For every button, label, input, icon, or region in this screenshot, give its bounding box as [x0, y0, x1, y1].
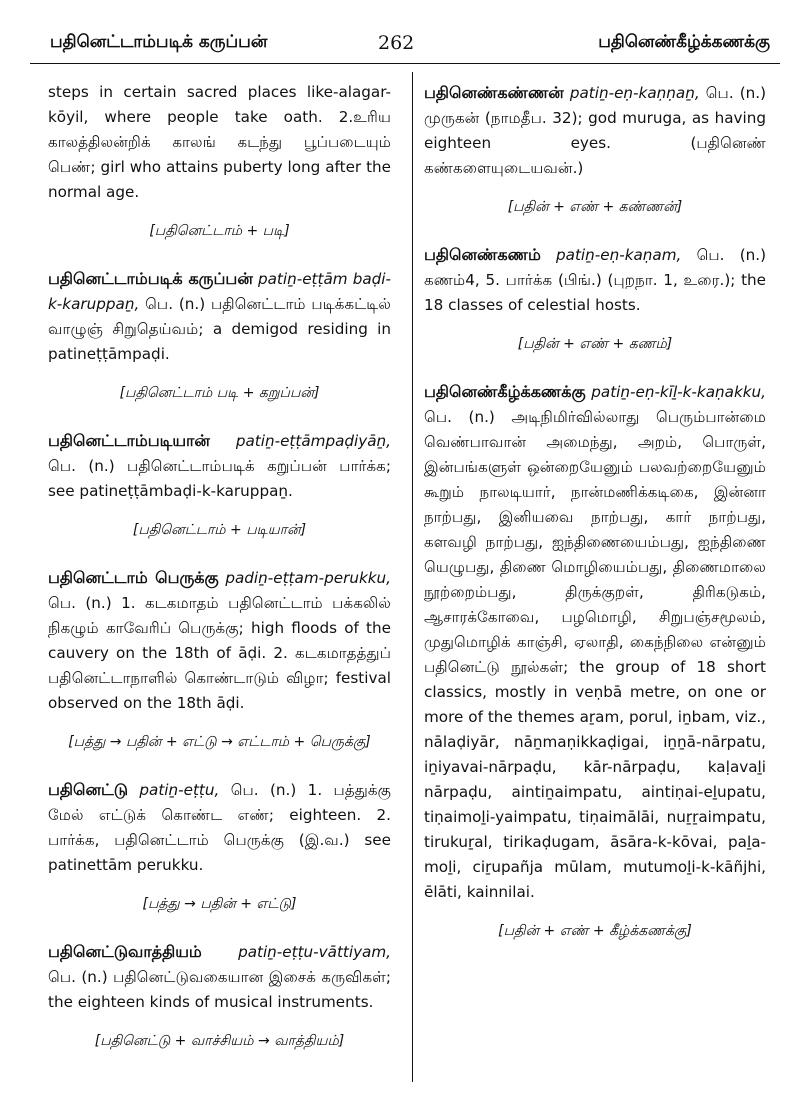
dictionary-entry	[424, 242, 766, 357]
entry-definition: பெ. (n.) 1. பத்துக்கு மேல் எட்டுக் கொண்ட எண்; eighteen. 2. பார்க்க, பதினெட்டாம் பெருக்கு (இ.வ.) see patinettām perukku.	[48, 781, 392, 874]
right-column	[424, 80, 766, 966]
entry-headword: பதினெட்டுவாத்தியம்	[48, 942, 202, 961]
running-head-right: பதினெண்கீழ்க்கணக்கு	[598, 32, 770, 52]
entry-text	[48, 939, 391, 1015]
entry-transliteration: patiṉ-eṭṭām baḍi-k-karuppaṉ,	[48, 270, 391, 313]
entry-headword: பதினெண்கீழ்க்கணக்கு	[424, 382, 586, 401]
entry-text	[424, 242, 766, 318]
entry-text	[48, 428, 391, 504]
entry-etymology: [பதினெட்டு + வாச்சியம் → வாத்தியம்]	[94, 1033, 345, 1049]
entry-definition: பெ. (n.) கணம்4, 5. பார்க்க (பிங்.) (புறநா. 1, உரை.); the 18 classes of celestial hosts.	[424, 246, 767, 314]
entry-transliteration: padiṉ-eṭṭam-perukku,	[225, 569, 391, 587]
entry-definition: பெ. (n.) 1. கடகமாதம் பதினெட்டாம் பக்கலில் நிகழும் காவேரிப் பெருக்கு; high floods of the cauvery on the 18th of āḍi. 2. கடகமாதத்துப் பதினெட்டாநாளில் கொண்டாடும் விழா; festival observed on the 18th āḍi.	[48, 594, 391, 712]
header-rule	[30, 63, 780, 64]
entry-definition: பெ. (n.) அடிநிமிர்வில்லாது பெரும்பான்மை வெண்பாவான் அமைந்து, அறம், பொருள், இன்பங்களுள் ஒன்றையேனும் பலவற்றையேனும் கூறும் நாலடியார், நான்மணிக்கடிகை, இன்னா நாற்பது, இனியவை நாற்பது, கார் நாற்பது, களவழி நாற்பது, ஐந்திணையைம்பது, ஐந்திணை யெழுபது, திணை மொழியைம்பது, திணைமாலை நூற்றைம்பது, திருக்குறள், திரிகடுகம், ஆசாரக்கோவை, பழமொழி, சிறுபஞ்சமூலம், முதுமொழிக் காஞ்சி, ஏலாதி, கைந்நிலை என்னும் பதினெட்டு நூல்கள்; the group of 18 short classics, mostly in veṇbā metre, on one or more of the themes aṟam, porul, iṉbam, viz., nālaḍiyār, nāṉmaṇikkaḍigai, iṉṉā-nārpatu, iṉiyavai-nārpaḍu, kār-nārpaḍu, kaḷavaḻi nārpaḍu, aintiṉaimpatu, aintiṇai-eḻupatu, tiṇaimoḻi-yaimpatu, tiṇaimālāi, nuṟṟaimpatu, tirukuṟal, tirikaḍugam, āsāra-k-kōvai, paḻa-moḻi, ciṟupañja mūlam, mutumoḻi-k-kāñjhi, ēlāti, kainnilai.	[424, 408, 766, 901]
entry-etymology: [பதின் + எண் + கணம்]	[517, 336, 673, 352]
entry-continuation: steps in certain sacred places like-alagar-kōyil, where people take oath. 2.உரிய காலத்திலன்றிக் காலங் கடந்து பூப்படையும் பெண்; girl who attains puberty long after the normal age.	[48, 83, 391, 201]
entry-definition: பெ. (n.) பதினெட்டாம்படிக் கறுப்பன் பார்க்க; see patineṭṭāmbaḍi-k-karuppaṉ.	[48, 457, 391, 500]
entry-etymology: [பதின் + எண் + கண்ணன்]	[507, 199, 683, 215]
dictionary-entry	[48, 565, 391, 755]
entry-definition: பெ. (n.) முருகன் (நாமதீப. 32); god muruga, as having eighteen eyes. (பதினெண் கண்களையுடையவன்.)	[424, 84, 766, 177]
entry-etymology: [பத்து → பதின் + எட்டு]	[142, 896, 297, 912]
dictionary-entry	[48, 266, 391, 406]
entry-headword: பதினெண்கணம்	[424, 245, 541, 264]
entry-text	[48, 565, 391, 716]
entry-headword: பதினெட்டாம்படிக் கருப்பன்	[48, 269, 253, 288]
entry-definition: பெ. (n.) பதினெட்டாம் படிக்கட்டில் வாழுஞ் சிறுதெய்வம்; a demigod residing in patineṭṭāmpaḍi.	[48, 295, 392, 363]
entry-text	[424, 80, 766, 181]
entry-etymology: [பதினெட்டாம் + படி]	[149, 223, 290, 239]
dictionary-entry	[48, 939, 391, 1054]
entry-definition: பெ. (n.) பதினெட்டுவகையான இசைக் கருவிகள்; the eighteen kinds of musical instruments.	[48, 968, 391, 1011]
entry-text	[424, 379, 766, 905]
entry-transliteration: patiṉ-eṇ-kaṇam,	[556, 246, 682, 264]
running-head-left: பதினெட்டாம்படிக் கருப்பன்	[50, 32, 268, 52]
page-header	[0, 0, 800, 60]
entry-headword: பதினெட்டாம் பெருக்கு	[48, 568, 219, 587]
dictionary-entry	[424, 80, 766, 220]
entry-etymology: [பதினெட்டாம் + படியான்]	[132, 522, 307, 538]
entry-etymology: [பத்து → பதின் + எட்டு → எட்டாம் + பெருக்கு]	[68, 734, 371, 750]
entry-transliteration: patiṉ-eṇ-kaṇṇaṉ,	[569, 84, 700, 102]
page-number: 262	[378, 32, 415, 54]
entry-text	[48, 266, 391, 367]
entry-transliteration: patiṉ-eṭṭu,	[139, 781, 220, 799]
entry-text	[48, 777, 391, 878]
entry-headword: பதினெண்கண்ணன்	[424, 83, 564, 102]
entry-transliteration: patiṉ-eṭṭāmpaḍiyāṉ,	[235, 432, 391, 450]
column-divider	[412, 72, 413, 1082]
left-column	[48, 80, 391, 1076]
entry-headword: பதினெட்டு	[48, 780, 128, 799]
entry-etymology: [பதினெட்டாம் படி + கறுப்பன்]	[119, 385, 320, 401]
entry-transliteration: patiṉ-eṭṭu-vāttiyam,	[238, 943, 391, 961]
entry-headword: பதினெட்டாம்படியான்	[48, 431, 210, 450]
dictionary-entry	[424, 379, 766, 944]
entry-etymology: [பதின் + எண் + கீழ்க்கணக்கு]	[498, 923, 692, 939]
entry-transliteration: patiṉ-eṇ-kīḻ-k-kaṇakku,	[591, 383, 766, 401]
dictionary-entry	[48, 428, 391, 543]
dictionary-entry	[48, 777, 391, 917]
dictionary-entry	[48, 80, 391, 244]
